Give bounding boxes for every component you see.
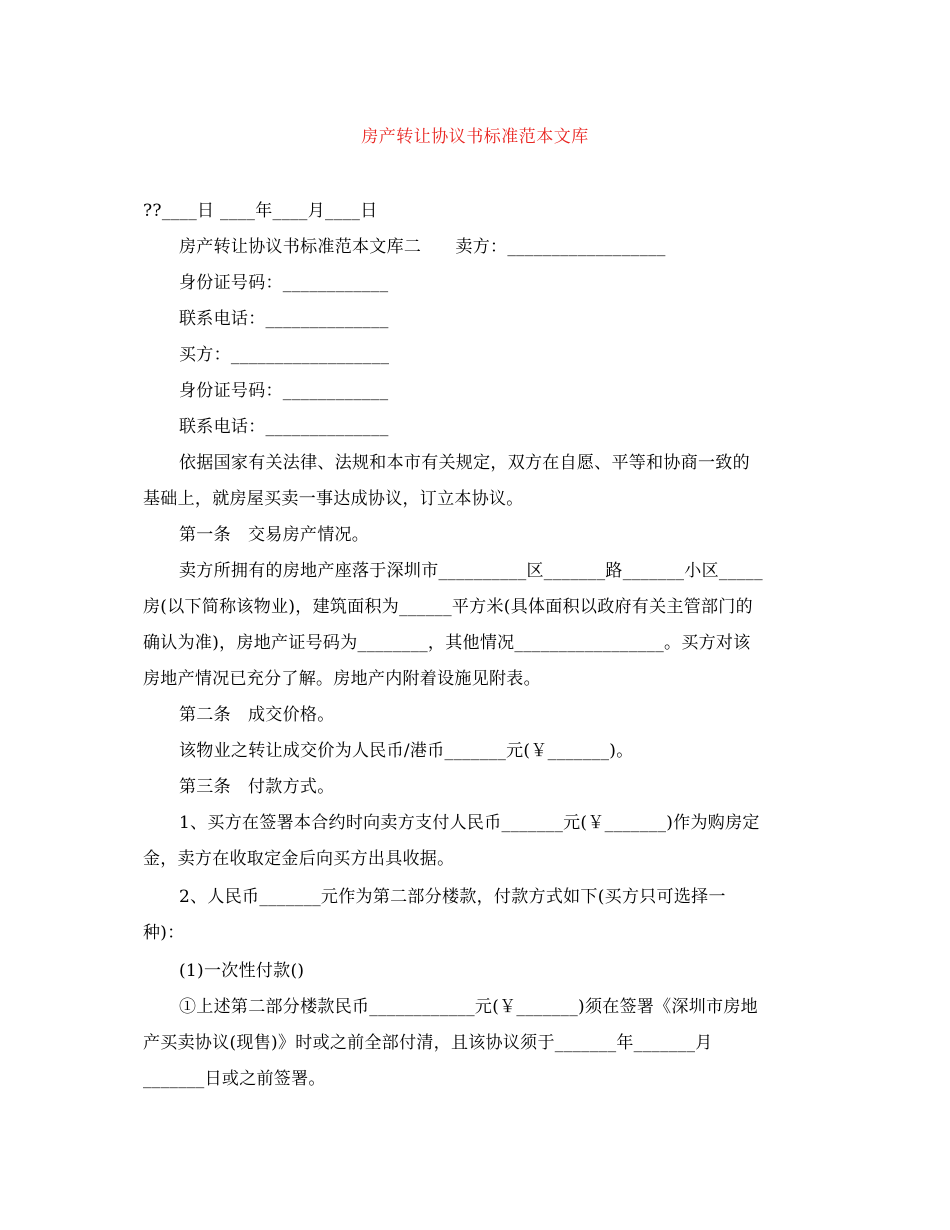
- article-heading: 第二条 成交价格。: [179, 705, 335, 725]
- paragraph-line: 种)：: [143, 923, 185, 943]
- paragraph-line: 卖方所拥有的房地产座落于深圳市__________区_______路_______小区_____: [179, 561, 763, 581]
- paragraph-line: 确认为准)，房地产证号码为________，其他情况_________________。买方对该: [143, 633, 751, 653]
- seller-line: 房产转让协议书标准范本文库二 卖方：__________________: [179, 237, 666, 257]
- paragraph-line: 1、买方在签署本合约时向卖方支付人民币_______元(￥_______)作为购房定: [179, 813, 760, 833]
- article-heading: 第三条 付款方式。: [179, 777, 335, 797]
- paragraph-line: 2、人民币_______元作为第二部分楼款，付款方式如下(买方只可选择一: [179, 887, 726, 907]
- paragraph-line: 依据国家有关法律、法规和本市有关规定，双方在自愿、平等和协商一致的: [179, 453, 750, 473]
- paragraph-line: _______日或之前签署。: [143, 1069, 326, 1089]
- date-line: ??____日 ____年____月____日: [143, 201, 378, 221]
- paragraph-line: 金，卖方在收取定金后向买方出具收据。: [143, 849, 455, 869]
- buyer-phone-line: 联系电话：______________: [179, 417, 389, 437]
- buyer-id-line: 身份证号码：____________: [179, 381, 389, 401]
- paragraph-line: 基础上，就房屋买卖一事达成协议，订立本协议。: [143, 489, 524, 509]
- article-heading: 第一条 交易房产情况。: [179, 525, 370, 545]
- paragraph-line: ①上述第二部分楼款民币____________元(￥_______)须在签署《深圳市房地: [179, 997, 758, 1017]
- seller-phone-line: 联系电话：______________: [179, 309, 389, 329]
- document-body: [143, 193, 808, 1097]
- seller-id-line: 身份证号码：____________: [179, 273, 389, 293]
- paragraph-line: (1)一次性付款(): [179, 961, 305, 981]
- paragraph-line: 房(以下简称该物业)，建筑面积为______平方米(具体面积以政府有关主管部门的: [143, 597, 753, 617]
- paragraph-line: 房地产情况已充分了解。房地产内附着设施见附表。: [143, 669, 541, 689]
- paragraph-line: 该物业之转让成交价为人民币/港币_______元(￥_______)。: [179, 741, 634, 761]
- document-title: 房产转让协议书标准范本文库: [361, 127, 589, 147]
- paragraph-line: 产买卖协议(现售)》时或之前全部付清，且该协议须于_______年_______月: [143, 1033, 713, 1053]
- buyer-line: 买方：__________________: [179, 345, 390, 365]
